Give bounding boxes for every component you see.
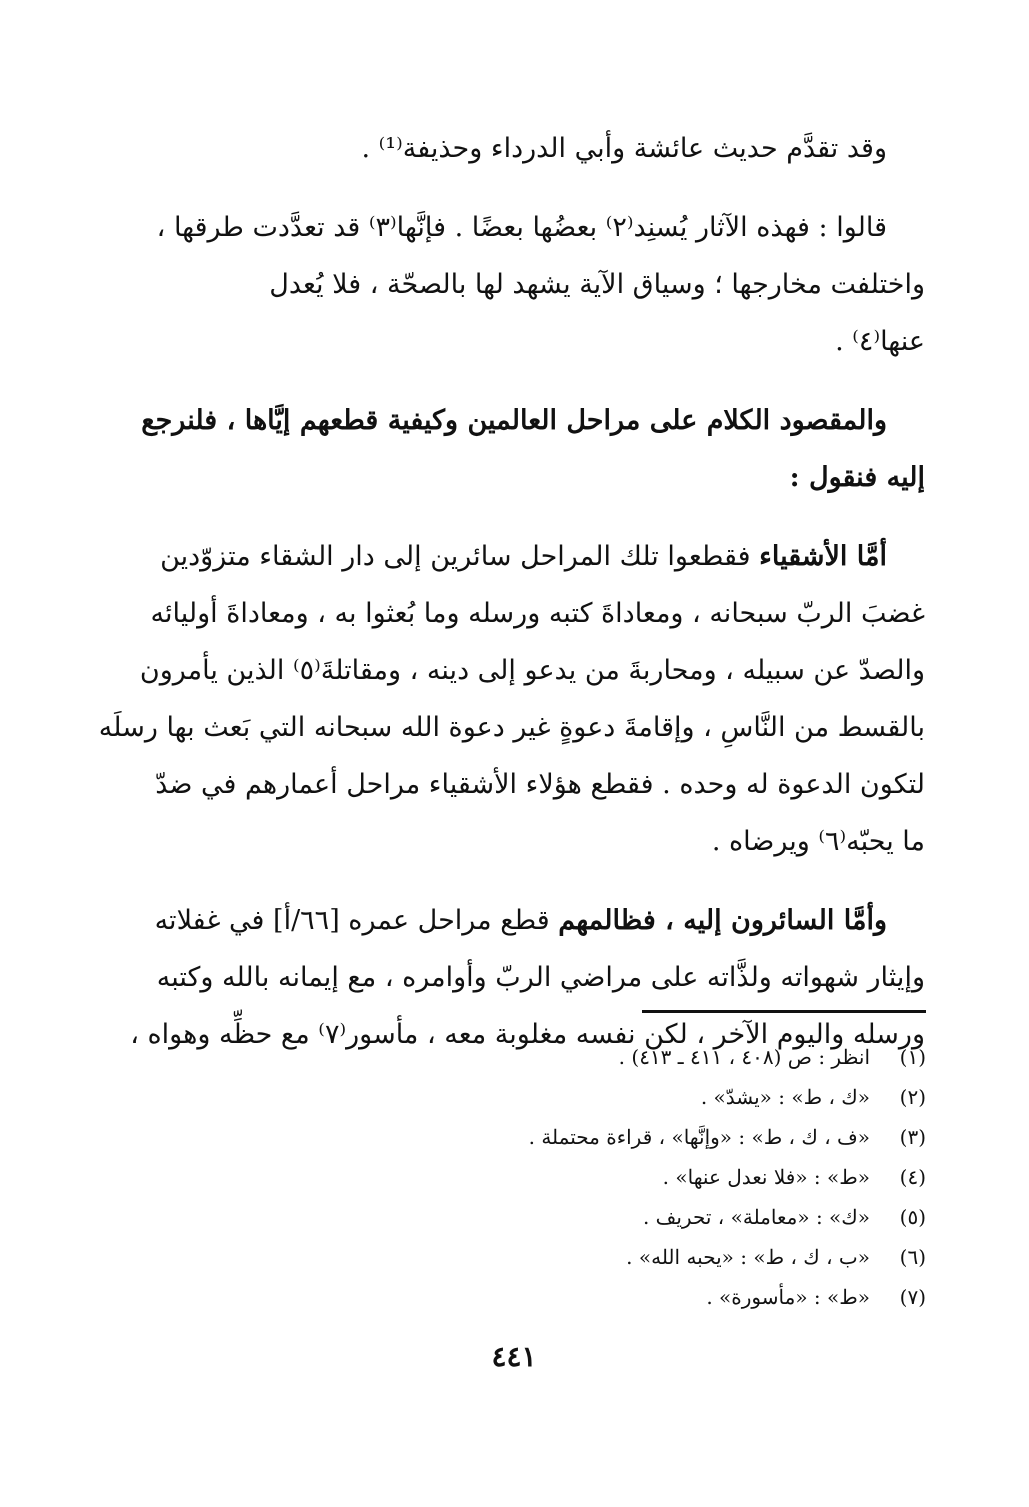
footnote-4	[300, 1157, 926, 1197]
footnote-number: (٢)	[899, 1085, 926, 1109]
footnote-text: «ط» : «فلا نعدل عنها» .	[662, 1165, 870, 1189]
footnote-text: «ف ، ك ، ط» : «وإنَّها» ، قراءة محتملة .	[528, 1125, 870, 1149]
footnote-text: «ط» : «مأسورة» .	[706, 1285, 870, 1309]
text-line: وقد تقدَّم حديث عائشة وأبي الدرداء وحذيفة⁽¹⁾ .	[361, 133, 887, 164]
footnote-6	[300, 1237, 926, 1277]
footnote-number: (١)	[899, 1045, 926, 1069]
text-line: بالقسط من النَّاسِ ، وإقامةَ دعوةٍ غير دعوة الله سبحانه التي بَعث بها رسلَه	[98, 712, 925, 743]
paragraph-3-bold	[128, 392, 925, 506]
text-line: لتكون الدعوة له وحده . فقطع هؤلاء الأشقياء مراحل أعمارهم في ضدّ	[155, 769, 925, 800]
text-line	[128, 528, 925, 585]
footnote-number: (٥)	[899, 1205, 926, 1229]
text-line: والمقصود الكلام على مراحل العالمين وكيفية قطعهم إيَّاها ، فلنرجع	[141, 405, 887, 436]
footnote-text: «ك ، ط» : «يشدّ» .	[700, 1085, 870, 1109]
footnote-2	[300, 1077, 926, 1117]
text-line: قالوا : فهذه الآثار يُسنِد⁽٢⁾ بعضُها بعضًا . فإنَّها⁽٣⁾ قد تعدَّدت طرقها ،	[156, 212, 887, 243]
text-line: ورسله واليوم الآخر ، لكن نفسه مغلوبة معه ، مأسور⁽٧⁾ مع حظِّه وهواه ،	[130, 1019, 925, 1050]
text-line: غضبَ الربّ سبحانه ، ومعاداةَ كتبه ورسله وما بُعثوا به ، ومعاداةَ أوليائه	[150, 598, 925, 629]
text-line: إليه فنقول :	[789, 462, 925, 493]
text-line: ما يحبّه⁽٦⁾ ويرضاه .	[711, 826, 925, 857]
paragraph-4	[98, 528, 925, 870]
text-line: وإيثار شهواته ولذَّاته على مراضي الربّ وأوامره ، مع إيمانه بالله وكتبه	[156, 962, 925, 993]
footnote-number: (٣)	[899, 1125, 926, 1149]
footnote-text: «ك» : «معاملة» ، تحريف .	[642, 1205, 870, 1229]
paragraph-2	[128, 199, 925, 370]
footnote-text: «ب ، ك ، ط» : «يحبه الله» .	[626, 1245, 870, 1269]
footnote-separator	[642, 1010, 926, 1013]
footnotes	[300, 1037, 926, 1317]
page-number: ٤٤١	[491, 1340, 537, 1373]
paragraph-1	[128, 120, 925, 177]
footnote-number: (٧)	[899, 1285, 926, 1309]
main-text	[98, 120, 925, 1085]
text-line: والصدّ عن سبيله ، ومحاربةَ من يدعو إلى دينه ، ومقاتلةَ⁽٥⁾ الذين يأمرون	[139, 655, 925, 686]
footnote-text: انظر : ص (٤٠٨ ، ٤١١ ـ ٤١٣) .	[618, 1045, 870, 1069]
footnote-5	[300, 1197, 926, 1237]
footnote-number: (٤)	[899, 1165, 926, 1189]
footnote-1	[300, 1037, 926, 1077]
text-segment: فقطعوا تلك المراحل سائرين إلى دار الشقاء متزوّدين	[160, 541, 760, 572]
footnote-7	[300, 1277, 926, 1317]
text-line: واختلفت مخارجها ؛ وسياق الآية يشهد لها بالصحّة ، فلا يُعدل	[269, 269, 925, 300]
paragraph-lead: وأمَّا السائرون إليه ، فظالمهم	[558, 905, 887, 936]
paragraph-lead: أمَّا الأشقياء	[759, 541, 887, 572]
text-segment: قطع مراحل عمره [٦٦/أ] في غفلاته	[154, 905, 559, 936]
footnote-3	[300, 1117, 926, 1157]
footnote-number: (٦)	[899, 1245, 926, 1269]
text-line	[128, 892, 925, 949]
text-line: عنها⁽٤⁾ .	[835, 326, 925, 357]
